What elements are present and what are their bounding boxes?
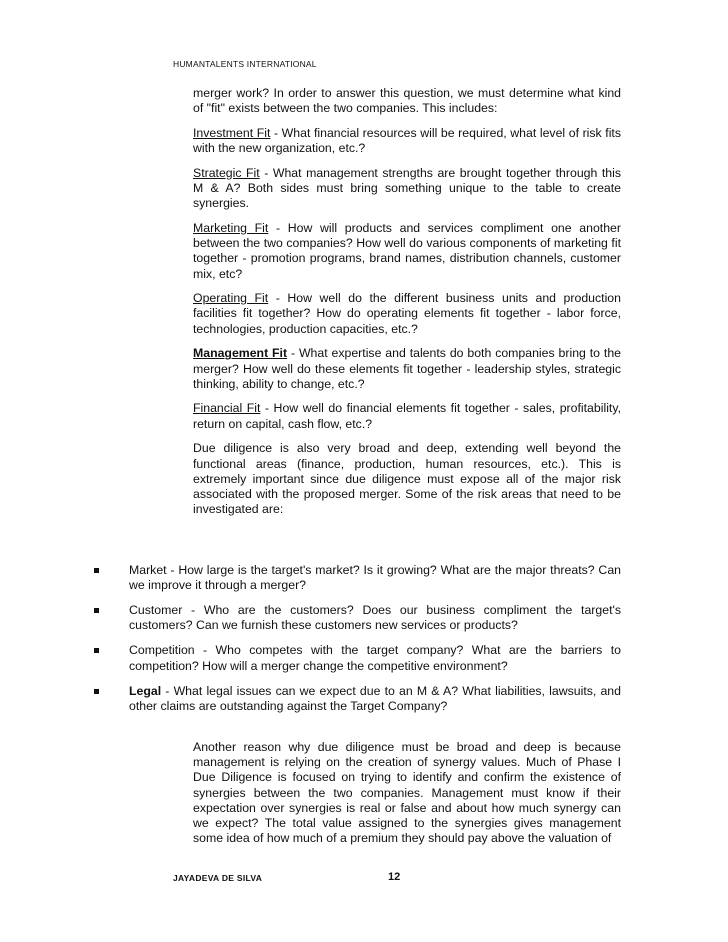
closing-section	[193, 740, 621, 856]
risk-term: Market	[129, 563, 167, 577]
fit-management	[193, 346, 621, 392]
risk-term: Competition	[129, 643, 195, 658]
fit-desc: - What management strengths are brought together through this M & A? Both sides must bring something unique to the table to create synergies.	[193, 165, 621, 211]
risk-desc: - Who are the customers? Does our business compliment the target's customers? Can we furnish these customers new services or products?	[129, 603, 621, 633]
fit-term: Strategic Fit	[193, 165, 260, 180]
square-bullet-icon	[94, 689, 99, 694]
fit-term: Management Fit	[193, 346, 288, 361]
intro-paragraph: merger work? In order to answer this question, we must determine what kind of "fit" exists between the two companies. This includes:	[193, 86, 621, 116]
risk-desc: - Who competes with the target company? What are the barriers to competition? How will a merger change the competitive environment?	[129, 643, 621, 673]
fit-marketing	[193, 221, 621, 282]
fit-term: Investment Fit	[193, 125, 271, 140]
running-header: HUMANTALENTS INTERNATIONAL	[173, 59, 317, 69]
fit-term: Financial Fit	[193, 401, 261, 416]
fit-operating	[193, 291, 621, 337]
risk-legal	[92, 684, 621, 714]
risk-desc: - What legal issues can we expect due to an M & A? What liabilities, lawsuits, and other claims are outstanding against the Target Company?	[129, 683, 621, 713]
risk-market	[92, 563, 621, 593]
square-bullet-icon	[94, 608, 99, 613]
risk-desc: - How large is the target's market? Is it growing? What are the major threats? Can we improve it through a merger?	[129, 563, 621, 593]
fit-term: Marketing Fit	[193, 220, 269, 235]
fit-desc: - How well do the different business units and production facilities fit together? How do operating elements fit together - labor force, technologies, production capacities, etc.?	[193, 291, 621, 336]
due-diligence-paragraph: Due diligence is also very broad and deep, extending well beyond the functional areas (finance, production, human resources, etc.). This is extremely important since due diligence must expose all of the major risk associated with the proposed merger. Some of the risk areas that need to be investigated are:	[193, 441, 621, 517]
risk-list	[92, 563, 621, 724]
square-bullet-icon	[94, 648, 99, 653]
risk-term: Customer	[129, 603, 183, 618]
fit-investment	[193, 126, 621, 156]
risk-competition	[92, 643, 621, 673]
fit-term: Operating Fit	[193, 291, 269, 306]
fit-desc: - How will products and services compliment one another between the two companies? How well do various components of marketing fit together - promotion programs, brand names, distribution channels, customer mix, etc?	[193, 220, 621, 281]
risk-customer	[92, 603, 621, 633]
fit-section	[193, 86, 621, 527]
fit-financial	[193, 401, 621, 431]
fit-desc: - What financial resources will be required, what level of risk fits with the new organization, etc.?	[193, 125, 622, 156]
closing-paragraph: Another reason why due diligence must be broad and deep is because management is relying on the creation of synergy values. Much of Phase I Due Diligence is focused on trying to identify and confirm the existence of synergies between the two companies. Management must know if their expectation over synergies is real or false and about how much synergy can we expect? The total value assigned to the synergies gives management some idea of how much of a premium they should pay above the valuation of	[193, 740, 621, 846]
fit-desc: - What expertise and talents do both companies bring to the merger? How well do these elements fit together - leadership styles, strategic thinking, ability to change, etc.?	[193, 346, 621, 391]
fit-strategic	[193, 166, 621, 212]
page-number: 12	[388, 871, 401, 883]
risk-term: Legal	[129, 683, 162, 698]
square-bullet-icon	[94, 568, 99, 573]
footer-author: JAYADEVA DE SILVA	[173, 873, 263, 883]
fit-desc: - How well do financial elements fit together - sales, profitability, return on capital, cash flow, etc.?	[193, 401, 621, 431]
